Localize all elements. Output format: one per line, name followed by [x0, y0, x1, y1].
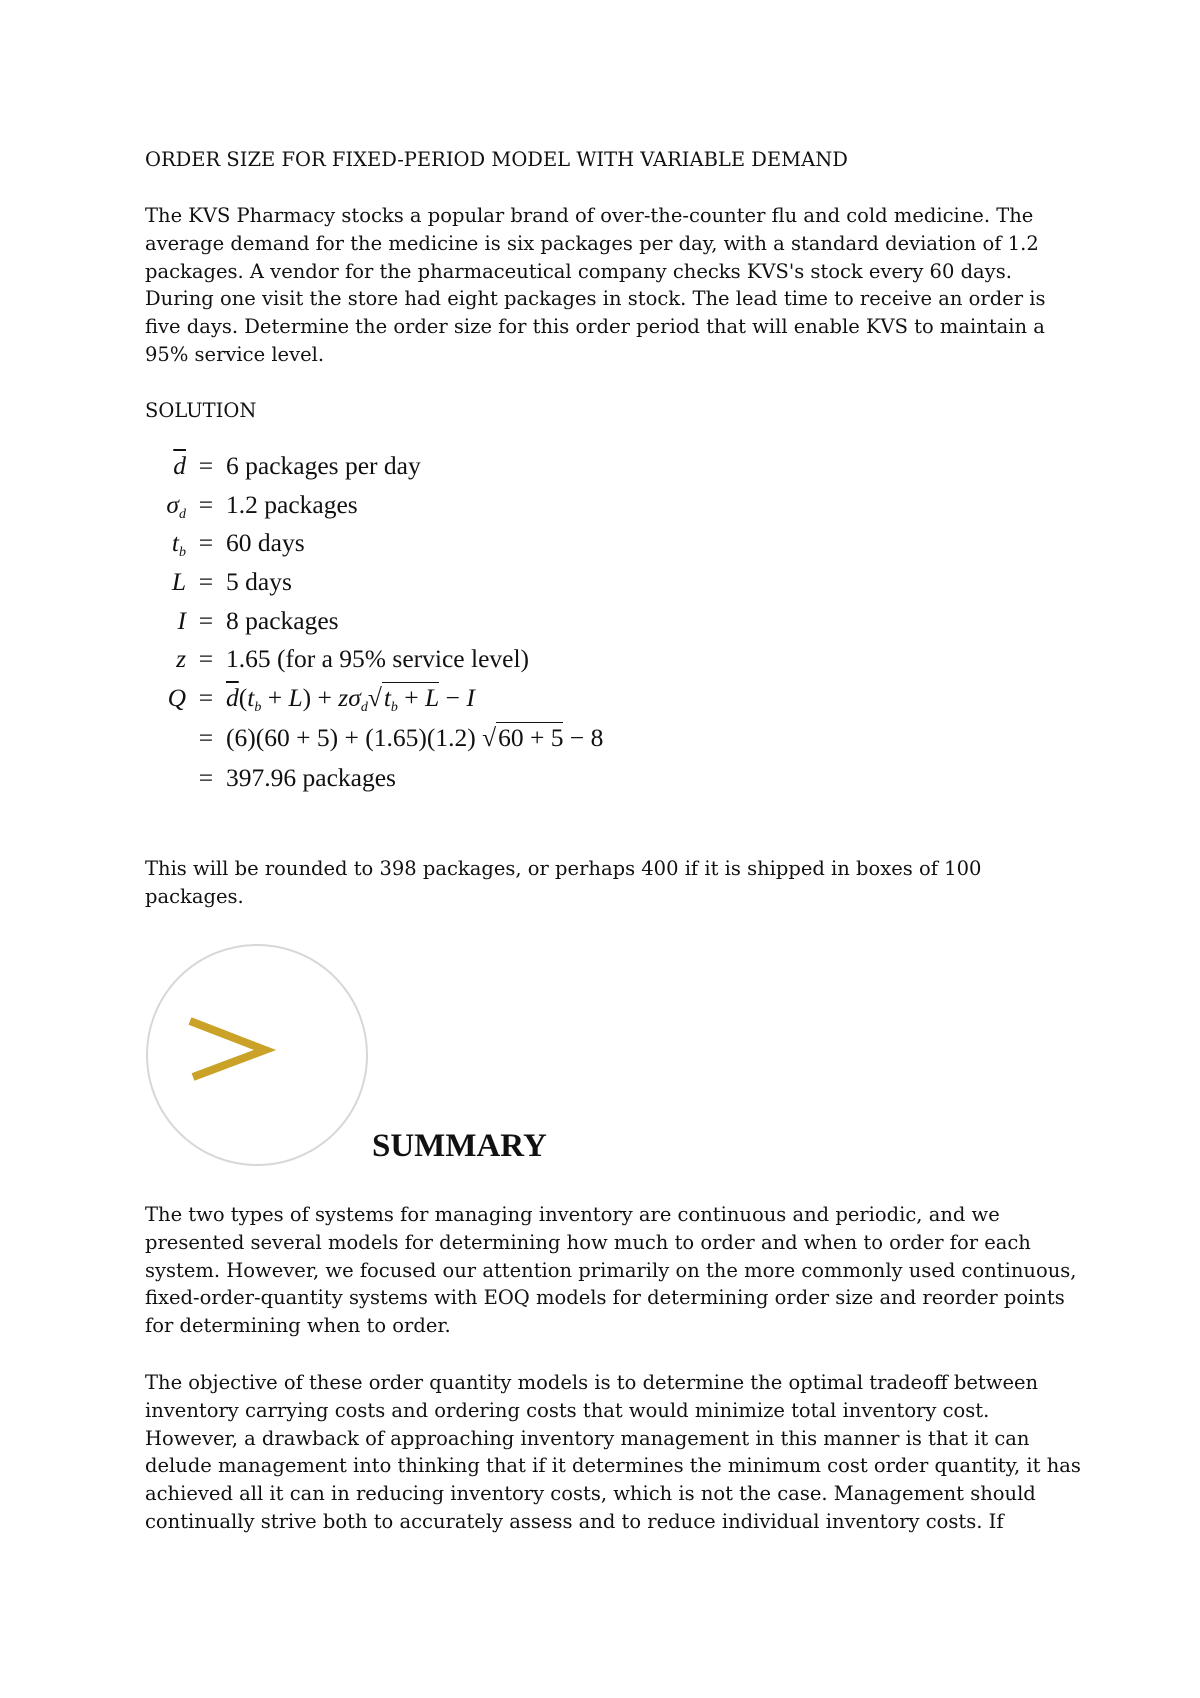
equation-t-b: $t_b = 60$ days [171, 528, 305, 560]
chevron-logo [146, 944, 368, 1166]
equation-sigma-d: $\sigma_d = 1.2$ packages [166, 490, 358, 522]
section-heading: ORDER SIZE FOR FIXED-PERIOD MODEL WITH VARIABLE DEMAND [145, 148, 848, 171]
chevron-right-icon [148, 946, 370, 1168]
equation-i: I = 8 packages [177, 606, 339, 635]
summary-title: SUMMARY [372, 1128, 547, 1164]
rounding-note: This will be rounded to 398 packages, or perhaps 400 if it is shipped in boxes of 100 packages. [145, 857, 982, 908]
summary-paragraph-1: The two types of systems for managing inventory are continuous and periodic, and we presented several models for determining how much to order and when to order for each system. However, we focused our attention primarily on the more commonly used continuous, fixed-order-quantity systems with EOQ models for determining order size and reorder points for determining when to order. [145, 1203, 1077, 1338]
equation-l: L = 5 days [171, 567, 292, 596]
solution-label: SOLUTION [145, 399, 257, 422]
equation-q-result: = 397.96 packages [198, 763, 396, 792]
equation-q-formula: $Q = \overline{d}(t_b + L) + z\sigma_d√t_b + L - I$ [167, 683, 475, 715]
solution-equations [150, 446, 790, 838]
equation-q-substitution: = (6)(60 + 5) + (1.65)(1.2) √60 + 5 − 8 [198, 723, 604, 752]
problem-statement: The KVS Pharmacy stocks a popular brand of over-the-counter flu and cold medicine. The average demand for the medicine is six packages per day, with a standard deviation of 1.2 packages. A vendor for the pharmaceutical company checks KVS's stock every 60 days. During one visit the store had eight packages in stock. The lead time to receive an order is five days. Determine the order size for this order period that will enable KVS to maintain a 95% service level. [145, 204, 1046, 366]
summary-paragraph-2: The objective of these order quantity models is to determine the optimal tradeoff between inventory carrying costs and ordering costs that would minimize total inventory cost. However, a drawback of approaching inventory management in this manner is that it can delude management into thinking that if it determines the minimum cost order quantity, it has achieved all it can in reducing inventory costs, which is not the case. Management should continually strive both to accurately assess and to reduce individual inventory costs. If [145, 1371, 1081, 1533]
equation-d-bar: $\overline{d} = 6$ packages per day [173, 451, 421, 480]
equation-z: z = 1.65 (for a 95% service level) [176, 644, 530, 673]
